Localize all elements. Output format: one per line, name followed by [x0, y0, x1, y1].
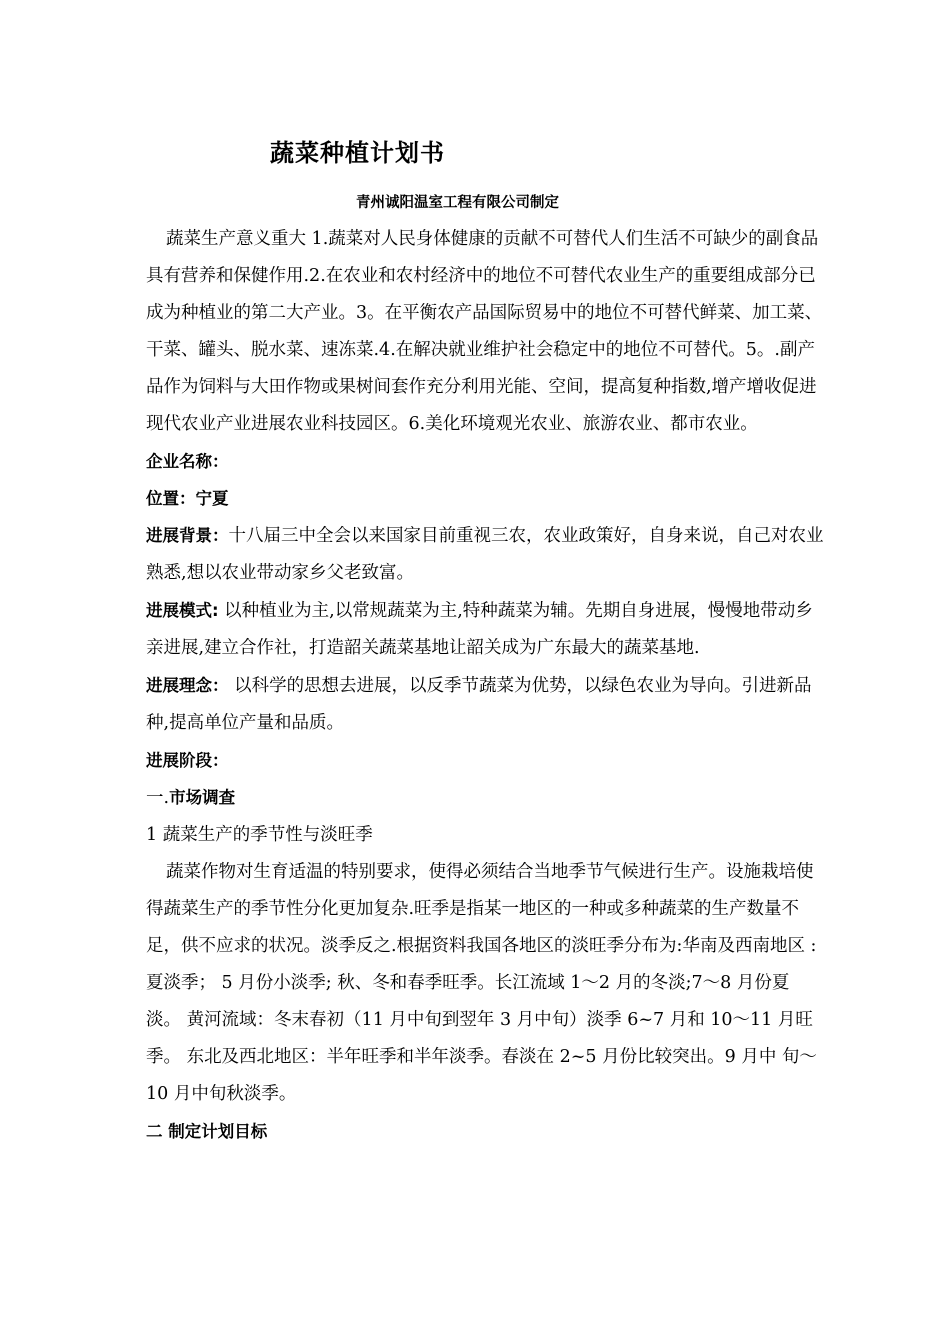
seasonal-paragraph: 蔬菜作物对生育适温的特别要求，使得必须结合当地季节气候进行生产。设施栽培使得蔬菜生产的季节性分化更加复杂.旺季是指某一地区的一种或多种蔬菜的生产数量不足，供不应求的状况。淡季反之.根据资料我国各地区的淡旺季分布为:华南及西南地区 :夏淡季； 5 月份小淡季; 秋、冬和春季旺季。长江流域 1～2 月的冬淡;7～8 月份夏淡。 黄河流域：冬末春初（11 月中旬到翌年 3 月中旬）淡季 6~7 月和 10～11 月旺季。 东北及西北地区：半年旺季和半年淡季。春淡在 2~5 月份比较突出。9 月中 旬～10 月中旬秋淡季。 [146, 862, 817, 1104]
stage-label: 进展阶段： [146, 751, 229, 770]
background-paragraph [146, 517, 824, 592]
subsection1-heading: 1 蔬菜生产的季节性与淡旺季 [146, 825, 373, 845]
company-name-label: 企业名称： [146, 452, 229, 471]
document-title: 蔬菜种植计划书 [270, 139, 445, 167]
background-label: 进展背景： [146, 526, 229, 545]
mode-text: 以种植业为主,以常规蔬菜为主,特种蔬菜为辅。先期自身进展，慢慢地带动乡亲进展,建立合作社，打造韶关蔬菜基地让韶关成为广东最大的蔬菜基地. [146, 601, 813, 658]
intro-paragraph: 蔬菜生产意义重大 1.蔬菜对人民身体健康的贡献不可替代人们生活不可缺少的副食品具有营养和保健作用.2.在农业和农村经济中的地位不可替代农业生产的重要组成部分已成为种植业的第二大产业。3。在平衡农产品国际贸易中的地位不可替代鲜菜、加工菜、干菜、罐头、脱水菜、速冻菜.4.在解决就业维护社会稳定中的地位不可替代。5。.副产品作为饲料与大田作物或果树间套作充分利用光能、空间，提高复种指数,增产增收促进现代农业产业进展农业科技园区。6.美化环境观光农业、旅游农业、都市农业。 [146, 229, 823, 434]
concept-paragraph [146, 667, 824, 742]
document-subtitle: 青州诚阳温室工程有限公司制定 [356, 195, 559, 211]
concept-label: 进展理念： [146, 676, 229, 695]
section1-heading [146, 779, 824, 817]
mode-label: 进展模式: [146, 601, 219, 620]
section1-title: 市场调查 [169, 788, 236, 807]
section1-prefix: 一. [146, 788, 170, 808]
section2-heading: 二 制定计划目标 [146, 1122, 268, 1141]
document-body [146, 221, 824, 1150]
location-line: 位置：宁夏 [146, 489, 229, 508]
background-text: 十八届三中全会以来国家目前重视三农，农业政策好，自身来说，自己对农业熟悉,想以农业带动家乡父老致富。 [146, 526, 824, 583]
mode-paragraph [146, 592, 824, 667]
concept-text: 以科学的思想去进展，以反季节蔬菜为优势，以绿色农业为导向。引进新品种,提高单位产量和品质。 [146, 676, 812, 733]
